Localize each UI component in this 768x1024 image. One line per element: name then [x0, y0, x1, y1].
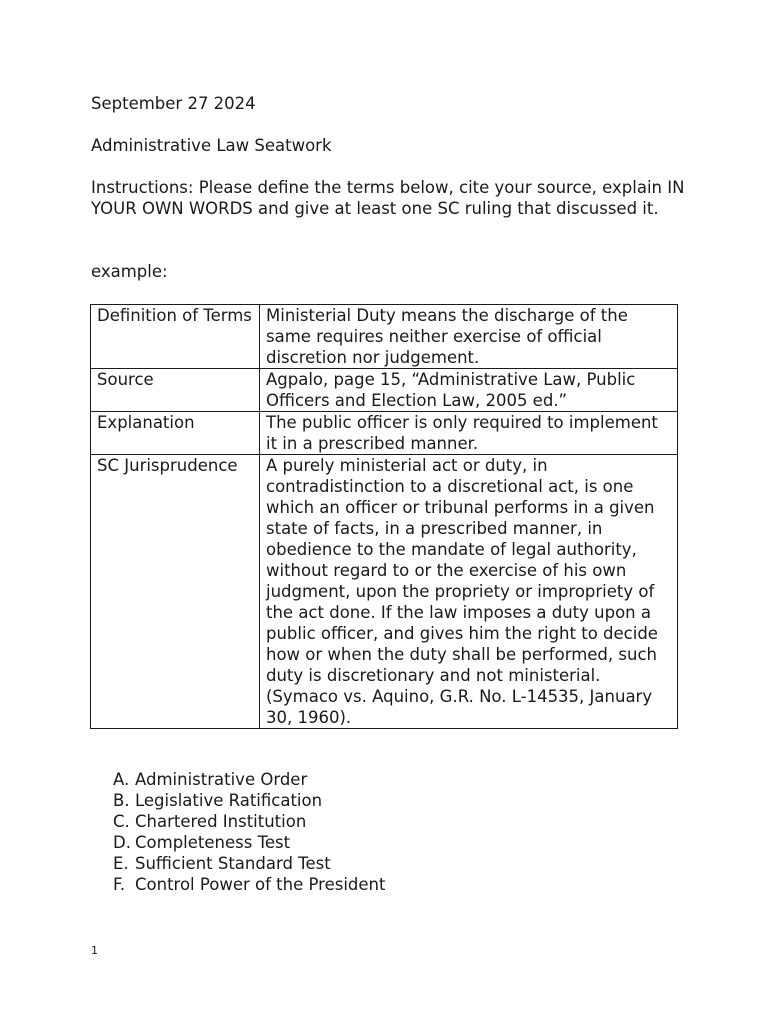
list-item: [113, 832, 385, 853]
list-item-label: Control Power of the President: [135, 875, 386, 894]
instructions-paragraph: Instructions: Please define the terms below, cite your source, explain IN YOUR OWN WORDS and give at least one SC ruling that discussed it.: [91, 178, 685, 218]
table-row: [91, 305, 678, 369]
list-item-label: Administrative Order: [135, 770, 308, 789]
table-row: [91, 412, 678, 455]
list-marker: A.: [113, 770, 130, 789]
list-item-label: Completeness Test: [135, 833, 291, 852]
list-marker: E.: [113, 854, 129, 873]
terms-list: [113, 769, 385, 895]
jurisprudence-text: A purely ministerial act or duty, in contradistinction to a discretional act, is one which an officer or tribunal performs in a given state of facts, in a prescribed manner, in obedience to the mandate of legal authority, without regard to or the exercise of his own judgment, upon the propriety or impropriety of the act done. If the law imposes a duty upon a public officer, and gives him the right to decide how or when the duty shall be performed, such duty is discretionary and not ministerial.: [266, 456, 658, 685]
example-label: example:: [91, 262, 168, 281]
example-table: [90, 304, 678, 729]
table-cell-term: Definition of Terms: [91, 305, 260, 369]
table-cell-term: Source: [91, 369, 260, 412]
list-item-label: Legislative Ratification: [135, 791, 323, 810]
list-item: [113, 811, 385, 832]
table-cell-content: Agpalo, page 15, “Administrative Law, Public Officers and Election Law, 2005 ed.”: [260, 369, 678, 412]
list-item-label: Chartered Institution: [135, 812, 307, 831]
table-cell-term: Explanation: [91, 412, 260, 455]
list-item: [113, 790, 385, 811]
jurisprudence-citation: (Symaco vs. Aquino, G.R. No. L-14535, January 30, 1960).: [266, 687, 653, 727]
list-marker: B.: [113, 791, 130, 810]
table-cell-content: [260, 455, 678, 729]
list-item-label: Sufficient Standard Test: [135, 854, 331, 873]
table-cell-content: Ministerial Duty means the discharge of the same requires neither exercise of official discretion nor judgement.: [260, 305, 678, 369]
list-item: [113, 874, 385, 895]
list-item: [113, 769, 385, 790]
table-row: [91, 455, 678, 729]
document-title: Administrative Law Seatwork: [91, 136, 332, 155]
list-marker: D.: [113, 833, 131, 852]
document-date: September 27 2024: [91, 94, 256, 113]
table-cell-term: SC Jurisprudence: [91, 455, 260, 729]
table-row: [91, 369, 678, 412]
list-item: [113, 853, 385, 874]
table-cell-content: The public officer is only required to implement it in a prescribed manner.: [260, 412, 678, 455]
list-marker: F.: [113, 875, 126, 894]
list-marker: C.: [113, 812, 130, 831]
page-number: 1: [91, 944, 98, 957]
